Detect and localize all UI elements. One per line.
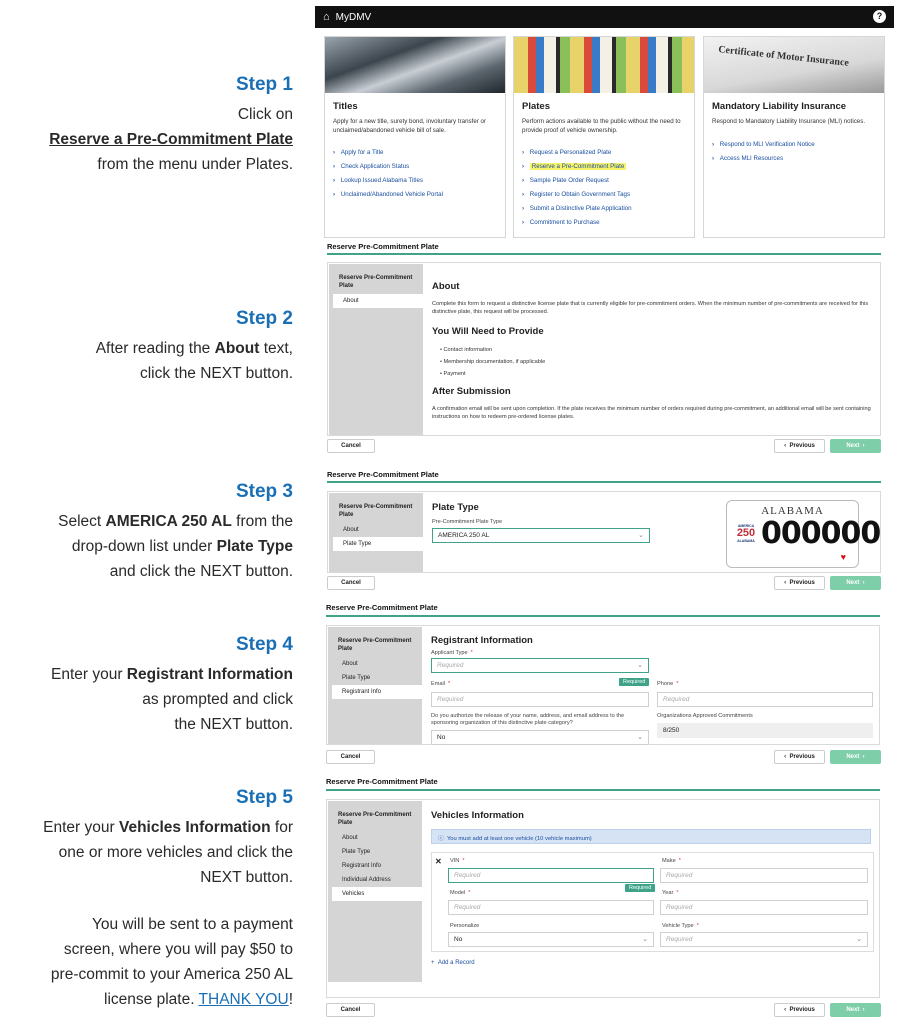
step-2: Step 2 After reading the About text, click the NEXT button. [95, 308, 293, 382]
vehicle-record: ✕ VIN * Required Required Make * Required Model * Required Year * Required Personalize No ⌄ Vehicle Type * Required ⌄ [431, 852, 874, 952]
applicant-type-select[interactable]: Required ⌄ [431, 658, 649, 673]
info-banner: ⓘ You must add at least one vehicle (10 vehicle maximum) [431, 829, 871, 844]
link-government-tags[interactable]: › Register to Obtain Government Tags [522, 191, 686, 198]
chevron-down-icon: ⌄ [642, 936, 648, 943]
registrant-heading: Registrant Information [431, 635, 533, 646]
link-unclaimed-portal[interactable]: › Unclaimed/Abandoned Vehicle Portal [333, 191, 497, 198]
app-header [315, 6, 894, 28]
card-desc: Apply for a new title, surety bond, involuntary transfer or unclaimed/abandoned vehicle bill of sale. [333, 118, 487, 134]
card-desc: Perform actions available to the public without the need to provide proof of vehicle ownership. [522, 118, 681, 134]
previous-button[interactable]: ‹ Previous [774, 1003, 825, 1017]
insurance-image-caption: Certificate of Motor Insurance [717, 44, 850, 69]
chevron-down-icon: ⌄ [637, 662, 643, 669]
cars-image [325, 37, 505, 93]
org-commitments-label: Organizations Approved Commitments [657, 713, 753, 719]
required-tag: Required [625, 884, 655, 892]
form-sidebar [329, 493, 423, 572]
make-label: Make [662, 858, 676, 864]
provide-heading: You Will Need to Provide [432, 326, 544, 337]
list-item: Payment [443, 371, 466, 377]
heart-icon: ♥ [840, 552, 846, 562]
model-field[interactable]: Required [448, 900, 654, 915]
plate-type-select[interactable]: AMERICA 250 AL ⌄ [432, 528, 650, 543]
america250-logo: AMERICA 250 ALABAMA [736, 524, 756, 543]
card-desc: Respond to Mandatory Liability Insurance (MLI) notices. [712, 118, 866, 125]
year-field[interactable]: Required [660, 900, 868, 915]
previous-button[interactable]: ‹ Previous [774, 576, 825, 590]
sidebar-heading: Reserve Pre-Commitment Plate [338, 638, 412, 652]
sidebar-heading: Reserve Pre-Commitment Plate [339, 275, 413, 289]
step-1 [49, 74, 293, 177]
card-title: Plates [522, 101, 550, 112]
sidebar-heading: Reserve Pre-Commitment Plate [339, 504, 413, 518]
chevron-down-icon: ⌄ [638, 532, 644, 539]
phone-field[interactable]: Required [657, 692, 873, 707]
nav-individual-address[interactable]: Individual Address [342, 877, 391, 883]
link-lookup-titles[interactable]: › Lookup Issued Alabama Titles [333, 177, 497, 184]
cancel-button[interactable]: Cancel [326, 1003, 375, 1017]
mli-card [703, 36, 885, 238]
nav-about[interactable]: About [343, 527, 359, 533]
vin-field[interactable]: Required [448, 868, 654, 883]
section-title: Reserve Pre-Commitment Plate [326, 777, 438, 786]
form-sidebar [329, 264, 423, 435]
section-title: Reserve Pre-Commitment Plate [327, 470, 439, 479]
required-tag: Required [619, 678, 649, 686]
add-record-button[interactable]: + Add a Record [431, 960, 475, 966]
nav-plate-type[interactable]: Plate Type [342, 675, 371, 681]
step-line: from the menu under Plates. [97, 156, 293, 173]
remove-record-icon[interactable]: ✕ [435, 857, 442, 866]
about-panel: Reserve Pre-Commitment Plate About About Complete this form to request a distinctive license plate that is currently eligible for pre-commitment orders. When the minimum number of pre-commitments are received for this distinctive plate, this request will be processed. You Will Need to Provide • Contact information • Membership documentation, if applicable • Payment After Submission A confirmation email will be sent upon completion. If the plate receives the minimum number of orders required during pre-commitment, an additional email will be sent containing instructions on how to redeem pre-ordered license plates. [327, 262, 881, 436]
link-commitment-purchase[interactable]: › Commitment to Purchase [522, 219, 686, 226]
about-heading: About [432, 281, 460, 292]
nav-plate-type[interactable]: Plate Type [342, 849, 371, 855]
nav-about[interactable]: About [342, 661, 358, 667]
plate-type-label: Pre-Commitment Plate Type [432, 519, 503, 525]
previous-button[interactable]: ‹ Previous [774, 750, 825, 764]
personalize-label: Personalize [450, 923, 480, 929]
section-divider [327, 253, 881, 255]
vin-label: VIN [450, 858, 460, 864]
step-title: Step 4 [235, 634, 293, 655]
personalize-select[interactable]: No ⌄ [448, 932, 654, 947]
next-button[interactable]: Next › [830, 576, 881, 590]
form-sidebar [328, 801, 422, 982]
link-reserve-precommitment[interactable]: › Reserve a Pre-Commitment Plate [522, 163, 686, 170]
sidebar-heading: Reserve Pre-Commitment Plate [338, 812, 412, 826]
plate-number: 000000 [761, 516, 881, 551]
year-label: Year [662, 890, 674, 896]
plate-preview-image [726, 500, 881, 568]
email-field[interactable]: Required [431, 692, 649, 707]
link-sample-plate[interactable]: › Sample Plate Order Request [522, 177, 686, 184]
section-divider [327, 481, 881, 483]
org-commitments-value: 8/250 [657, 723, 873, 738]
step-title: Step 5 [235, 787, 293, 808]
after-paragraph: A confirmation email will be sent upon completion. If the plate receives the minimum number of orders required during pre-commitment, an additional email will be sent containing instructions on how to redeem pre-ordered license plates. [432, 406, 871, 420]
card-title: Mandatory Liability Insurance [712, 101, 847, 112]
cancel-button[interactable]: Cancel [326, 750, 375, 764]
link-mli-resources[interactable]: › Access MLI Resources [712, 155, 876, 162]
app-title[interactable]: MyDMV [335, 11, 372, 23]
plate-type-heading: Plate Type [432, 502, 479, 513]
vehicles-panel [326, 799, 880, 998]
make-field[interactable]: Required [660, 868, 868, 883]
previous-button[interactable]: ‹ Previous [774, 439, 825, 453]
thank-you-link: THANK YOU [198, 991, 289, 1008]
next-button[interactable]: Next › [830, 1003, 881, 1017]
link-personalized-plate[interactable]: › Request a Personalized Plate [522, 149, 686, 156]
section-title: Reserve Pre-Commitment Plate [327, 242, 439, 251]
after-heading: After Submission [432, 386, 511, 397]
next-button[interactable]: Next › [830, 750, 881, 764]
vehicle-type-label: Vehicle Type [662, 923, 694, 929]
step-5: Step 5 Enter your Vehicles Information for one or more vehicles and click the NEXT button. [43, 787, 293, 886]
cancel-button[interactable]: Cancel [327, 576, 375, 590]
link-apply-title[interactable]: › Apply for a Title [333, 149, 497, 156]
form-sidebar [328, 627, 422, 744]
nav-plate-type[interactable]: Plate Type [333, 537, 423, 551]
link-check-status[interactable]: › Check Application Status [333, 163, 497, 170]
link-mli-verification[interactable]: › Respond to MLI Verification Notice [712, 141, 876, 148]
step-title: Step 3 [235, 481, 293, 502]
authorize-label: Do you authorize the release of your name, address, and email address to the sponsoring organization of this distinctive plate category? [431, 713, 625, 726]
step-title: Step 1 [235, 74, 293, 95]
plates-image [514, 37, 694, 93]
titles-card [324, 36, 506, 238]
step-3: Step 3 Select AMERICA 250 AL from the drop-down list under Plate Type and click the NEXT button. [58, 481, 293, 580]
model-label: Model [450, 890, 466, 896]
step-4: Step 4 Enter your Registrant Information as prompted and click the NEXT button. [50, 634, 293, 733]
section-title: Reserve Pre-Commitment Plate [326, 603, 438, 612]
list-item: Contact information [443, 347, 493, 353]
card-title: Titles [333, 101, 358, 112]
plate-state: ALABAMA [761, 505, 824, 517]
applicant-type-label: Applicant Type [431, 650, 468, 656]
nav-registrant-info[interactable]: Registrant Info [342, 863, 382, 869]
next-button[interactable]: Next › [830, 439, 881, 453]
home-icon[interactable]: ⌂ [323, 11, 330, 23]
step-title: Step 2 [235, 308, 293, 329]
cancel-button[interactable]: Cancel [327, 439, 375, 453]
vehicles-heading: Vehicles Information [431, 810, 524, 821]
vehicle-type-select[interactable]: Required ⌄ [660, 932, 868, 947]
closing-text: You will be sent to a payment screen, where you will pay $50 to pre-commit to your America 250 AL license plate. THANK YOU! [50, 916, 293, 1008]
authorize-select[interactable]: No ⌄ [431, 730, 649, 745]
nav-registrant-info[interactable]: Registrant Info [332, 685, 422, 699]
about-paragraph: Complete this form to request a distinctive license plate that is currently eligible for pre-commitment orders. When the minimum number of pre-commitments are received for this distinctive plate, this request will be processed. [432, 301, 869, 315]
phone-label: Phone [657, 681, 674, 687]
info-icon: ⓘ [438, 836, 444, 842]
link-distinctive-plate[interactable]: › Submit a Distinctive Plate Application [522, 205, 686, 212]
nav-about[interactable]: About [333, 294, 423, 308]
step-line: Click on [237, 106, 293, 123]
registrant-panel: Reserve Pre-Commitment Plate About Plate Type Registrant Info Registrant Information Applicant Type * Required ⌄ Required Email * Required Phone * Required Do you authorize the release of your name, address, and email address to the sponsoring organization of this distinctive plate category? No ⌄ Organizations Approved Commitments 8/250 [326, 625, 880, 745]
step-link-text: Reserve a Pre-Commitment Plate [49, 131, 293, 148]
section-divider [326, 789, 880, 791]
plates-card [513, 36, 695, 238]
chevron-down-icon: ⌄ [637, 734, 643, 741]
nav-about[interactable]: About [342, 835, 358, 841]
email-label: Email [431, 681, 445, 687]
nav-vehicles[interactable]: Vehicles [332, 887, 422, 901]
chevron-down-icon: ⌄ [856, 936, 862, 943]
insurance-image [704, 37, 884, 93]
help-icon[interactable]: ? [873, 10, 886, 23]
section-divider [326, 615, 880, 617]
list-item: Membership documentation, if applicable [443, 359, 546, 365]
